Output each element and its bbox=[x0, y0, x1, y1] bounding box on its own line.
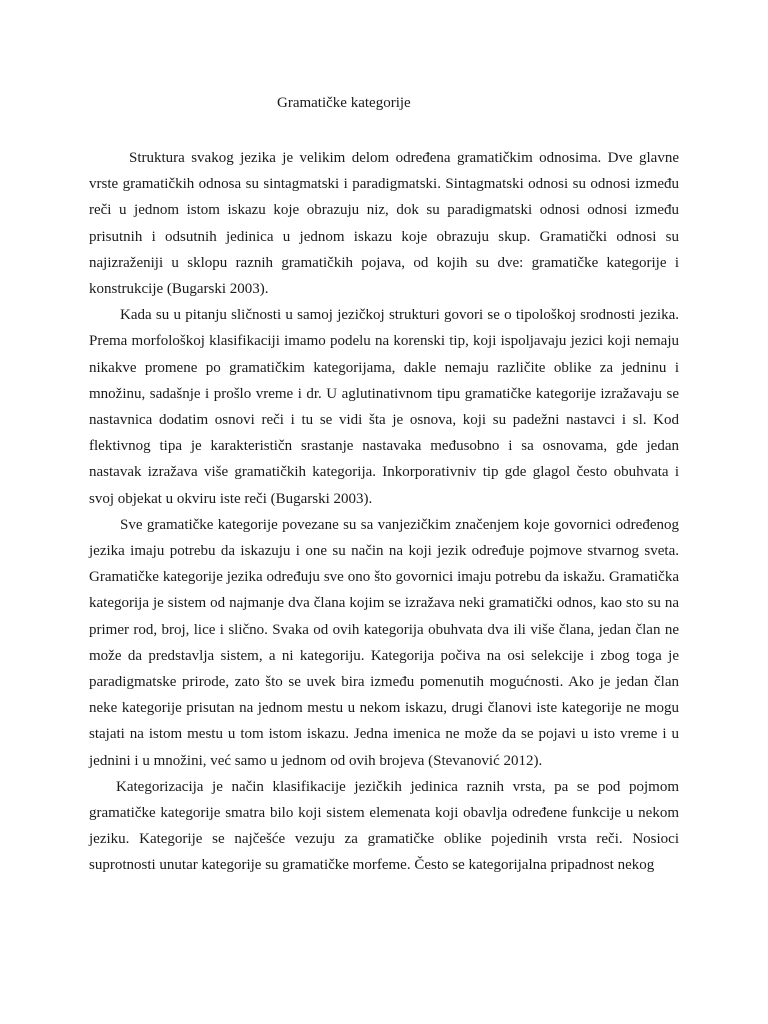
paragraph: Kada su u pitanju sličnosti u samoj jezičkoj strukturi govori se o tipološkoj srodnosti jezika. Prema morfološkoj klasifikaciji imamo podelu na korenski tip, koji ispoljavaju jezici koji nemaju nikakve promene po gramatičkim kategorijama, dakle nemaju različite oblike za jedninu i množinu, sadašnje i prošlo vreme i dr. U aglutinativnom tipu gramatičke kategorije izražavaju se nastavnica dodatim osnovi reči i tu se vidi šta je osnova, koji su padežni nastavci i sl. Kod flektivnog tipa je karakterističn srastanje nastavaka međusobno i sa osnovama, gde jedan nastavak izražava više gramatičkih kategorija. Inkorporativniv tip gde glagol često obuhvata i svoj objekat u okviru iste reči (Bugarski 2003). bbox=[89, 307, 679, 507]
paragraph: Sve gramatičke kategorije povezane su sa vanjezičkim značenjem koje govornici određenog jezika imaju potrebu da iskazuju i one su način na koji jezik određuje pojmove stvarnog sveta. Gramatičke kategorije jezika određuju sve ono što govornici imaju potrebu da iskažu. Gramatička kategorija je sistem od najmanje dva člana kojim se izražava neki gramatički odnos, kao sto su na primer rod, broj, lice i slično. Svaka od ovih kategorija obuhvata dva ili više člana, jedan član ne može da predstavlja sistem, a ni kategoriju. Kategorija počiva na osi selekcije i zbog toga je paradigmatske prirode, zato što se uvek bira između pomenutih mogućnosti. Ako je jedan član neke kategorije prisutan na jednom mestu u nekom iskazu, drugi članovi iste kategorije ne mogu stajati na istom mestu u tom istom iskazu. Jedna imenica ne može da se pojavi u isto vreme i u jednini i u množini, već samo u jednom od ovih brojeva (Stevanović 2012). bbox=[89, 516, 679, 769]
paragraph: Kategorizacija je način klasifikacije jezičkih jedinica raznih vrsta, pa se pod pojmom gramatičke kategorije smatra bilo koji sistem elemenata koji obavlja određene funkcije u nekom jeziku. Kategorije se najčešće vezuju za gramatičke oblike pojedinih vrsta reči. Nosioci suprotnosti unutar kategorije su gramatičke morfeme. Često se kategorijalna pripadnost nekog bbox=[89, 778, 679, 874]
document-title: Gramatičke kategorije bbox=[277, 95, 411, 111]
document-body bbox=[89, 145, 679, 879]
paragraph: Struktura svakog jezika je velikim delom određena gramatičkim odnosima. Dve glavne vrste gramatičkih odnosa su sintagmatski i paradigmatski. Sintagmatski odnosi su odnosi između reči u jednom istom iskazu koje obrazuju niz, dok su paradigmatski odnosi odnosi između prisutnih i odsutnih jedinica u jednom iskazu koje obrazuju skup. Gramatički odnosi su najizraženiji u sklopu raznih gramatičkih pojava, od kojih su dve: gramatičke kategorije i konstrukcije (Bugarski 2003). bbox=[89, 150, 679, 298]
